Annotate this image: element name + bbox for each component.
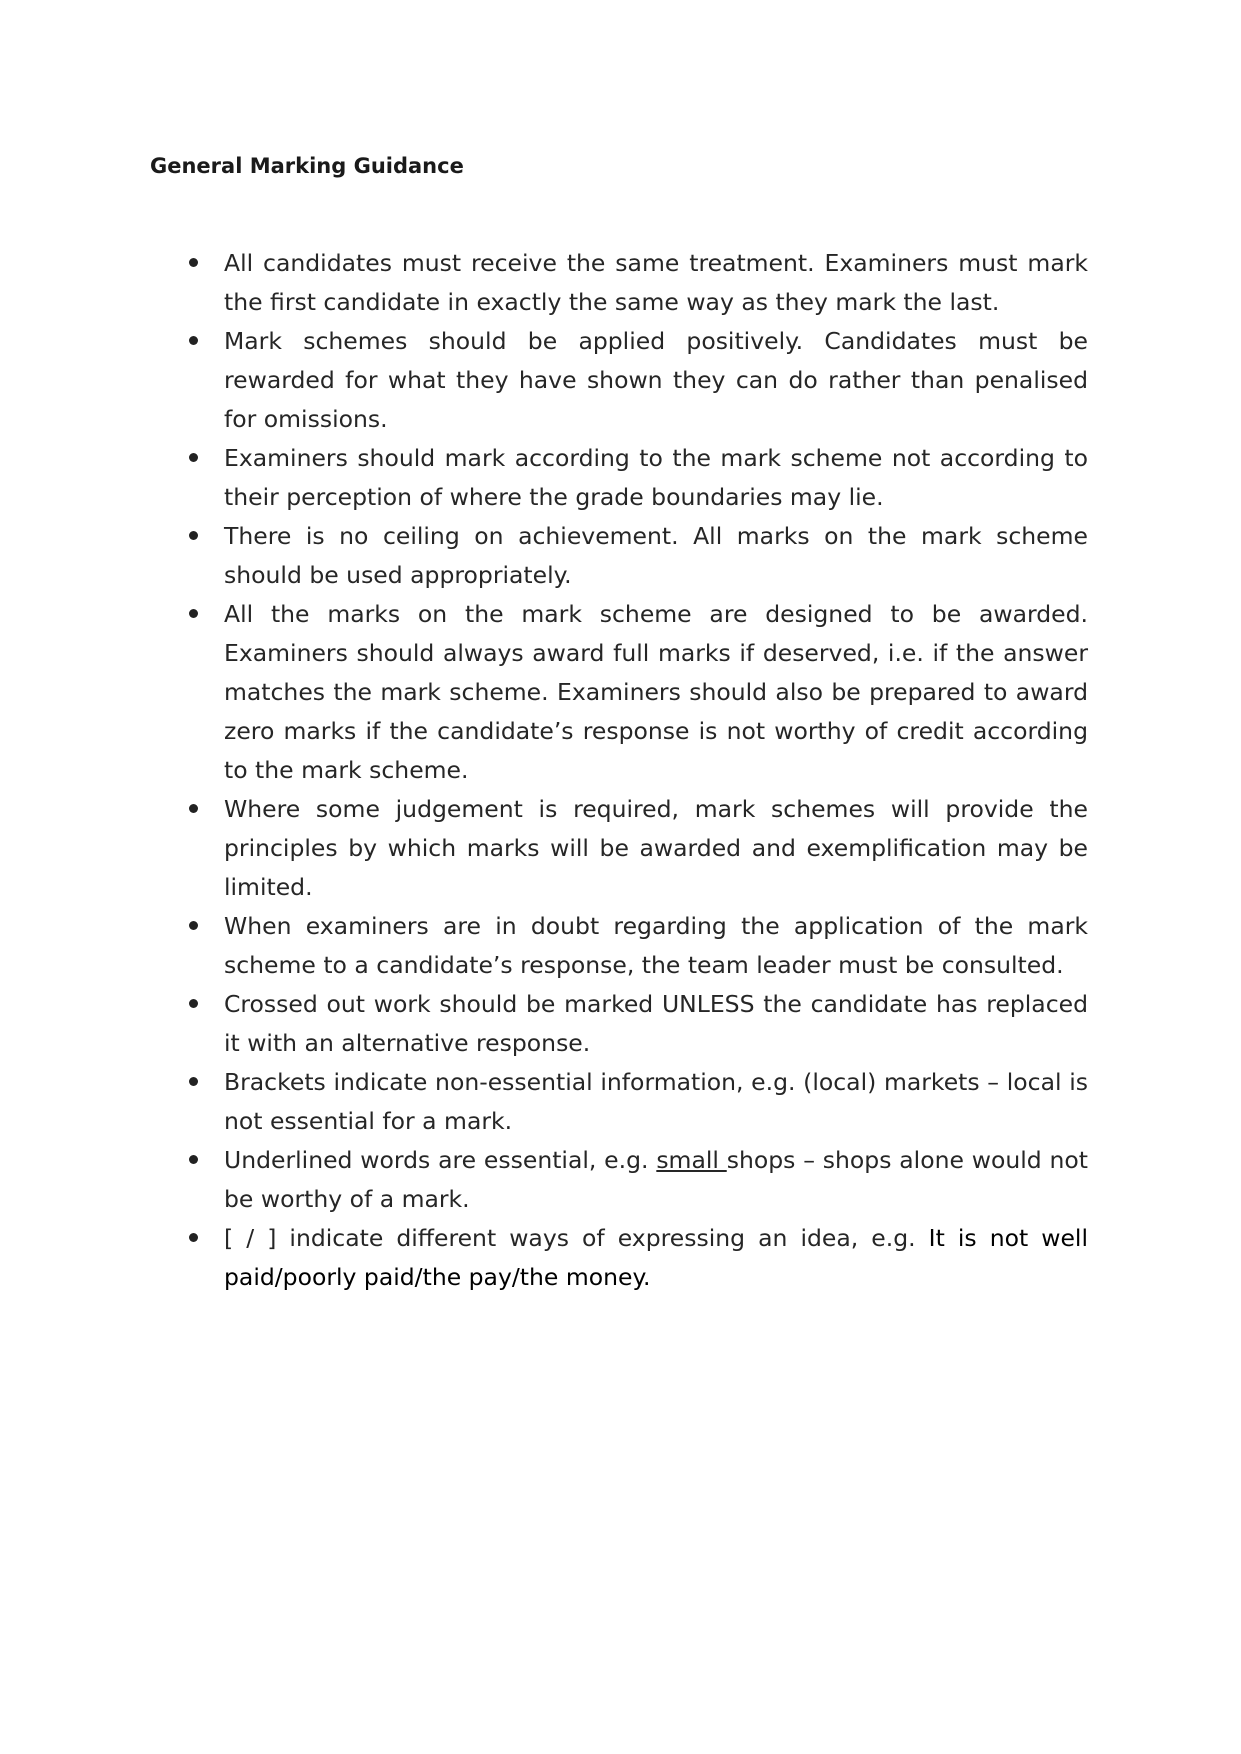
text-run: Brackets indicate non-essential information, e.g. (local) markets – local is not essential for a mark. bbox=[224, 1068, 1088, 1135]
text-run: All candidates must receive the same treatment. Examiners must mark the first candidate in exactly the same way as they mark the last. bbox=[224, 249, 1088, 316]
text-run: Mark schemes should be applied positively. Candidates must be rewarded for what they have shown they can do rather than penalised for omissions. bbox=[224, 327, 1088, 433]
list-item-text bbox=[224, 595, 1088, 790]
list-item bbox=[186, 517, 1088, 595]
text-run: shops – shops alone would not be worthy of a mark. bbox=[224, 1146, 1088, 1213]
list-item-text bbox=[224, 985, 1088, 1063]
list-item bbox=[186, 907, 1088, 985]
bullet-icon bbox=[189, 804, 198, 813]
list-item-text bbox=[224, 244, 1088, 322]
list-item bbox=[186, 244, 1088, 322]
list-item bbox=[186, 1219, 1088, 1297]
list-item-text bbox=[224, 907, 1088, 985]
list-item bbox=[186, 790, 1088, 907]
list-item-text bbox=[224, 1063, 1088, 1141]
text-run: Underlined words are essential, e.g. bbox=[224, 1146, 657, 1174]
bullet-icon bbox=[189, 1233, 198, 1242]
text-run: There is no ceiling on achievement. All marks on the mark scheme should be used appropriately. bbox=[224, 522, 1088, 589]
text-run: Where some judgement is required, mark schemes will provide the principles by which marks will be awarded and exemplification may be limited. bbox=[224, 795, 1088, 901]
text-run: [ / ] indicate different ways of expressing an idea, e.g. bbox=[224, 1224, 929, 1252]
list-item-text bbox=[224, 517, 1088, 595]
list-item-text bbox=[224, 1219, 1088, 1297]
bullet-icon bbox=[189, 336, 198, 345]
text-run: When examiners are in doubt regarding the application of the mark scheme to a candidate’s response, the team leader must be consulted. bbox=[224, 912, 1088, 979]
text-run: Examiners should mark according to the mark scheme not according to their perception of where the grade boundaries may lie. bbox=[224, 444, 1088, 511]
bullet-icon bbox=[189, 258, 198, 267]
list-item bbox=[186, 1141, 1088, 1219]
list-item bbox=[186, 322, 1088, 439]
list-item bbox=[186, 595, 1088, 790]
list-item-text bbox=[224, 439, 1088, 517]
bullet-icon bbox=[189, 921, 198, 930]
bullet-icon bbox=[189, 531, 198, 540]
bullet-icon bbox=[189, 609, 198, 618]
list-item bbox=[186, 1063, 1088, 1141]
text-run: All the marks on the mark scheme are designed to be awarded. Examiners should always award full marks if deserved, i.e. if the answer matches the mark scheme. Examiners should also be prepared to award zero marks if the candidate’s response is not worthy of credit according to the mark scheme. bbox=[224, 600, 1088, 784]
list-item bbox=[186, 439, 1088, 517]
list-item bbox=[186, 985, 1088, 1063]
bullet-icon bbox=[189, 1077, 198, 1086]
list-item-text bbox=[224, 322, 1088, 439]
guidance-list bbox=[186, 244, 1088, 1297]
list-item-text bbox=[224, 1141, 1088, 1219]
bullet-icon bbox=[189, 1155, 198, 1164]
bullet-icon bbox=[189, 999, 198, 1008]
underlined-word: small bbox=[656, 1146, 727, 1174]
text-run: Crossed out work should be marked UNLESS the candidate has replaced it with an alternative response. bbox=[224, 990, 1088, 1057]
bullet-icon bbox=[189, 453, 198, 462]
list-item-text bbox=[224, 790, 1088, 907]
text-run: It is not well paid/poorly paid/the pay/the money. bbox=[224, 1224, 1088, 1291]
page-heading: General Marking Guidance bbox=[150, 154, 464, 178]
